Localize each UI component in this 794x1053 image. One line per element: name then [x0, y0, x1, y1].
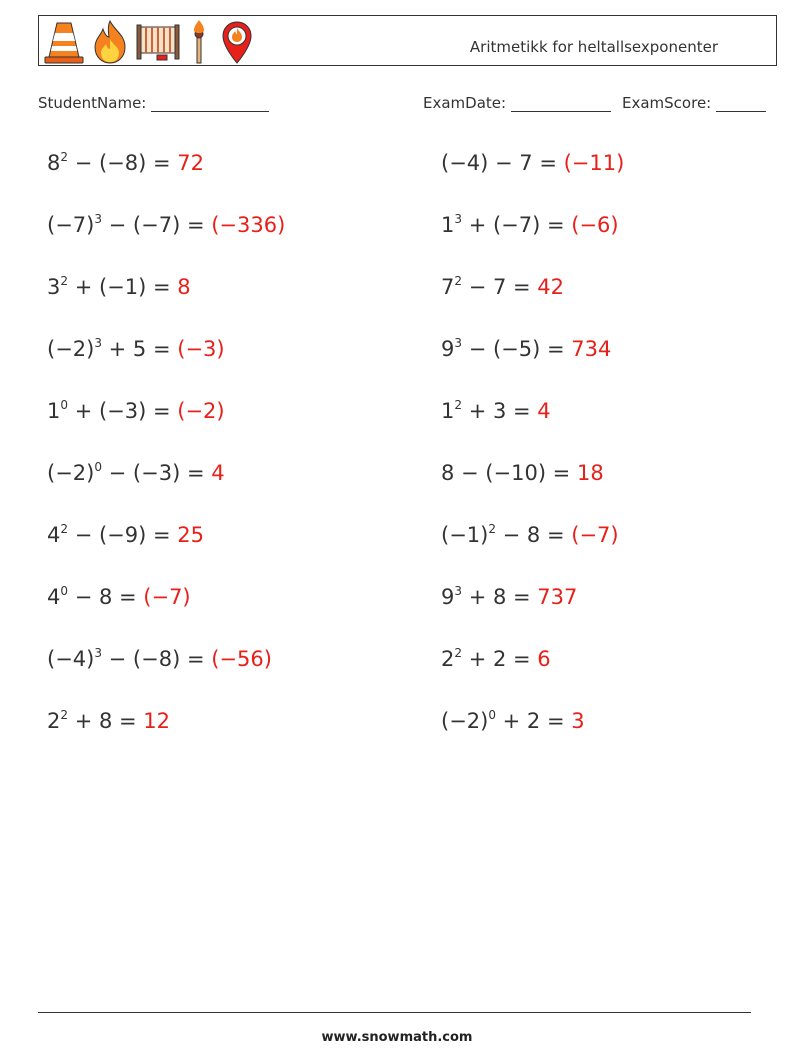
problem-item: [441, 577, 577, 617]
problem-item: [441, 453, 604, 493]
exam-score-field[interactable]: [622, 94, 766, 112]
problem-item: [441, 639, 551, 679]
problem-item: [441, 267, 564, 307]
problem-answer: (−3): [177, 337, 225, 361]
problem-rest: − 8 =: [68, 585, 144, 609]
exam-date-label: ExamDate:: [423, 94, 507, 112]
problem-exponent: 0: [60, 584, 69, 598]
flame-icon: [91, 19, 129, 65]
exam-date-blank[interactable]: [511, 96, 611, 112]
problem-rest: + 8 =: [68, 709, 144, 733]
problem-exponent: 0: [94, 460, 102, 474]
problem-answer: 12: [143, 709, 171, 733]
problem-rest: + (−1) =: [68, 275, 178, 299]
problem-rest: − (−8) =: [68, 151, 178, 175]
problem-rest: + 8 =: [462, 585, 538, 609]
problem-answer: 4: [537, 399, 551, 423]
problem-item: [441, 391, 551, 431]
problem-rest: + (−3) =: [68, 399, 178, 423]
problem-rest: + (−7) =: [462, 213, 572, 237]
problem-item: [47, 329, 225, 369]
problem-item: [47, 143, 204, 183]
problem-answer: (−11): [563, 151, 625, 175]
problem-item: [441, 701, 585, 741]
header-icons: [43, 19, 257, 65]
problem-answer: 6: [537, 647, 551, 671]
problem-item: [47, 453, 225, 493]
problem-exponent: 0: [488, 708, 496, 722]
problem-answer: 72: [177, 151, 204, 175]
footer-divider: [38, 1012, 751, 1013]
problem-answer: (−2): [177, 399, 225, 423]
problem-exponent: 2: [60, 274, 69, 288]
problem-base: 8: [47, 151, 61, 175]
problem-exponent: 2: [454, 646, 463, 660]
problem-exponent: 2: [60, 708, 69, 722]
problem-item: [47, 515, 204, 555]
problem-exponent: 2: [454, 274, 463, 288]
problem-exponent: 3: [94, 212, 102, 226]
worksheet-title: Aritmetikk for heltallsexponenter: [469, 38, 718, 56]
problem-answer: 3: [571, 709, 585, 733]
problem-rest: − 7 =: [462, 275, 538, 299]
problem-exponent: 2: [60, 522, 69, 536]
worksheet-header: [38, 15, 777, 66]
problem-base: 2: [441, 647, 455, 671]
problem-base: 1: [441, 213, 455, 237]
problem-base: (−1): [441, 523, 489, 547]
problem-answer: 4: [211, 461, 225, 485]
problem-exponent: 3: [454, 336, 463, 350]
problem-rest: − (−8) =: [101, 647, 212, 671]
problem-answer: 18: [576, 461, 604, 485]
problem-base: 1: [441, 399, 455, 423]
problem-rest: − 8 =: [495, 523, 572, 547]
problem-answer: 8: [177, 275, 191, 299]
exam-score-blank[interactable]: [716, 96, 766, 112]
problem-exponent: 2: [488, 522, 496, 536]
problem-rest: + 2 =: [495, 709, 572, 733]
problem-rest: − (−9) =: [68, 523, 178, 547]
problem-exponent: 2: [454, 398, 463, 412]
problem-item: [47, 267, 191, 307]
traffic-cone-icon: [43, 19, 85, 65]
problem-exponent: 2: [60, 150, 69, 164]
problem-base: 3: [47, 275, 61, 299]
problem-rest: + 3 =: [462, 399, 538, 423]
problem-exponent: 3: [454, 584, 463, 598]
problem-base: (−4): [47, 647, 95, 671]
problem-base: 4: [47, 585, 61, 609]
exam-date-field[interactable]: [423, 94, 611, 112]
problem-item: [47, 701, 170, 741]
problem-answer: (−7): [143, 585, 191, 609]
problem-answer: (−56): [211, 647, 272, 671]
problem-rest: + 2 =: [462, 647, 538, 671]
problem-exponent: 3: [94, 646, 102, 660]
problem-rest: − (−3) =: [101, 461, 212, 485]
fire-hose-icon: [135, 19, 181, 65]
problem-base: (−4) − 7 =: [441, 151, 564, 175]
student-name-field[interactable]: [38, 94, 269, 112]
student-name-blank[interactable]: [151, 96, 269, 112]
problem-answer: (−336): [211, 213, 286, 237]
problem-item: [441, 329, 611, 369]
problem-base: 4: [47, 523, 61, 547]
match-icon: [187, 19, 211, 65]
footer-url[interactable]: www.snowmath.com: [321, 1030, 473, 1045]
problem-exponent: 0: [60, 398, 69, 412]
problem-exponent: 3: [454, 212, 463, 226]
problem-base: 2: [47, 709, 61, 733]
problem-base: 9: [441, 585, 455, 609]
problem-base: 7: [441, 275, 455, 299]
problem-answer: (−6): [571, 213, 619, 237]
problem-answer: 25: [177, 523, 204, 547]
problem-rest: − (−5) =: [462, 337, 572, 361]
problem-item: [47, 391, 225, 431]
problem-item: [47, 205, 285, 245]
problem-base: 8 − (−10) =: [441, 461, 577, 485]
fire-location-pin-icon: [217, 19, 257, 65]
problem-base: 9: [441, 337, 455, 361]
problem-base: (−7): [47, 213, 95, 237]
problem-item: [47, 639, 272, 679]
problem-item: [441, 515, 619, 555]
problem-answer: 737: [537, 585, 578, 609]
student-name-label: StudentName:: [38, 94, 147, 112]
problem-base: 1: [47, 399, 61, 423]
problem-item: [441, 205, 619, 245]
problem-base: (−2): [441, 709, 489, 733]
problem-item: [441, 143, 624, 183]
problem-answer: 734: [571, 337, 612, 361]
problem-base: (−2): [47, 461, 95, 485]
problem-base: (−2): [47, 337, 95, 361]
exam-score-label: ExamScore:: [622, 94, 712, 112]
problem-answer: (−7): [571, 523, 619, 547]
problem-rest: − (−7) =: [101, 213, 212, 237]
problem-exponent: 3: [94, 336, 102, 350]
problem-answer: 42: [537, 275, 565, 299]
problem-item: [47, 577, 191, 617]
problem-rest: + 5 =: [101, 337, 178, 361]
